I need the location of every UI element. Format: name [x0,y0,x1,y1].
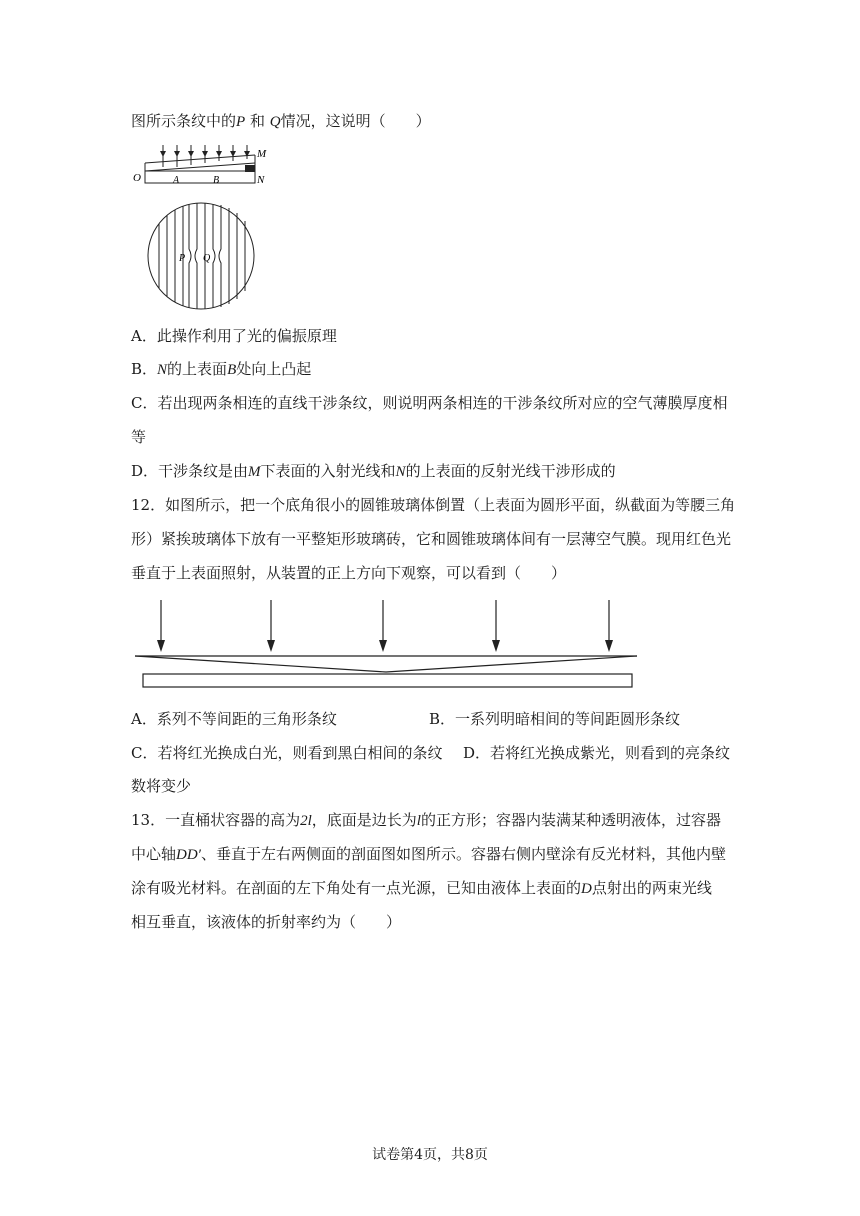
intro-post: 情况，这说明（ ） [280,112,431,130]
label-p: P [179,253,186,264]
q13-l1-post: 的正方形；容器内装满某种透明液体，过容器 [420,811,721,829]
label-o: O [133,172,141,184]
opt-b-mid: 的上表面 [167,360,228,378]
q11-option-b [131,359,311,380]
spacer-block [245,165,255,172]
plate-m-bottom [145,163,255,171]
var-n2: N [395,464,406,480]
q11-option-a: A．此操作利用了光的偏振原理 [131,327,337,345]
plate-n [145,171,255,183]
label-q: Q [203,253,211,264]
glass-block [143,674,632,687]
var-p: P [236,114,246,130]
var-2l: 2l [300,813,312,829]
plate-m-top [145,155,255,163]
q13-line-4: 相互垂直，该液体的折射率约为（ ） [131,913,402,931]
q13-line-3 [131,878,712,899]
opt-d-mid: 下表面的入射光线和 [260,462,396,480]
opt-d-post: 的上表面的反射光线干涉形成的 [405,462,616,480]
wedge-interference-figure [131,143,291,318]
intro-text: 图所示条纹中的 [131,112,237,130]
q13-l2-pre: 中心轴 [131,845,177,863]
q12-line-3: 垂直于上表面照射，从装置的正上方向下观察，可以看到（ ） [131,564,567,582]
label-a: A [173,175,180,186]
var-n: N [157,362,168,378]
q12-line-2: 形）紧挨玻璃体下放有一平整矩形玻璃砖，它和圆锥玻璃体间有一层薄空气膜。现用红色光 [131,530,732,548]
q13-l3-post: 点射出的两束光线 [591,879,712,897]
intro-line [131,111,431,132]
var-m: M [248,464,261,480]
q12-option-a: A．系列不等间距的三角形条纹 [131,710,337,728]
q13-l1-pre: 13．一直桶状容器的高为 [131,811,301,829]
var-d: D [581,881,592,897]
opt-d-prefix: D．干涉条纹是由 [131,462,249,480]
q12-option-c: C．若将红光换成白光，则看到黑白相间的条纹 [131,744,443,762]
q11-option-c-cont: 等 [131,428,147,446]
fringe-circle [148,203,254,309]
page-footer: 试卷第4页，共8页 [372,1147,488,1163]
cone-left-side [135,656,386,672]
q12-option-d: D．若将红光换成紫光，则看到的亮条纹 [463,744,731,762]
var-b: B [227,362,237,378]
q13-line-1 [131,810,721,831]
light-arrows [157,640,613,652]
q13-l3-text: 涂有吸光材料。在剖面的左下角处有一点光源，已知由液体上表面的 [131,879,582,897]
q13-l1-mid: ，底面是边长为 [311,811,417,829]
label-m: M [257,148,267,160]
q12-line-1: 12．如图所示，把一个底角很小的圆锥玻璃体倒置（上表面为圆形平面，纵截面为等腰三角 [131,496,736,514]
q13-l2-post: 、垂直于左右两侧面的剖面图如图所示。容器右侧内壁涂有反光材料，其他内壁 [200,845,726,863]
label-b: B [213,175,220,186]
q11-option-c: C．若出现两条相连的直线干涉条纹，则说明两条相连的干涉条纹所对应的空气薄膜厚度相 [131,394,728,412]
q12-option-b: B．一系列明暗相间的等间距圆形条纹 [429,710,681,728]
label-n: N [257,174,265,186]
var-q: Q [269,114,281,130]
cone-right-side [386,656,637,672]
opt-b-post: 处向上凸起 [236,360,312,378]
opt-b-prefix: B． [131,360,158,378]
q11-option-d [131,461,616,482]
cone-glass-figure [131,598,651,694]
intro-and: 和 [249,112,265,130]
var-l: l [416,813,421,829]
q12-option-d-cont: 数将变少 [131,777,192,795]
q13-line-2 [131,844,726,865]
var-dd: DD′ [176,847,201,863]
